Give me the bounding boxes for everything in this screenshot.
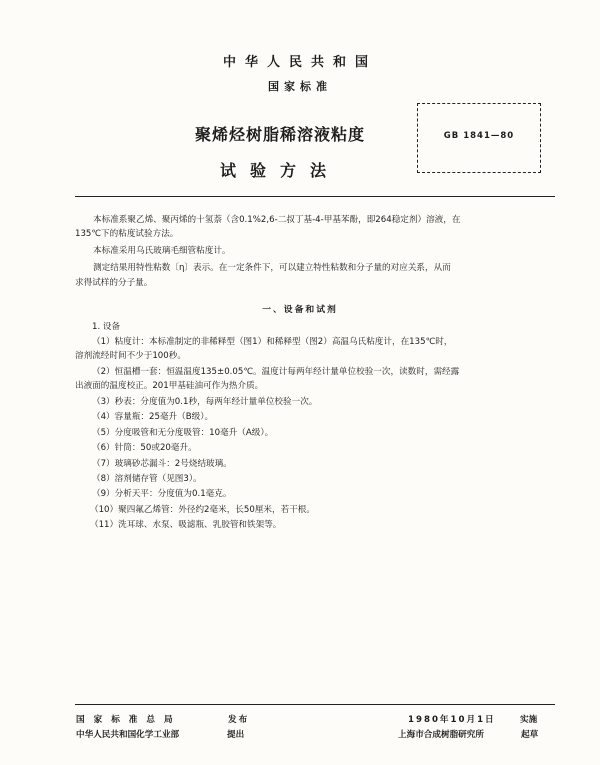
document-title-line-2: 试验方法 [219, 161, 340, 180]
document-title-line-1: 聚烯烃树脂稀溶液粘度 [194, 125, 365, 144]
country-heading: 中华人民共和国 [222, 55, 377, 70]
item-line: 溶剂流经时间不少于100秒。 [75, 351, 186, 361]
item-line: （9）分析天平：分度值为0.1毫克。 [92, 489, 232, 499]
item-line: （11）洗耳球、水泵、吸滤瓶、乳胶管和铁架等。 [90, 520, 282, 530]
drafter-action: 起草 [521, 730, 539, 740]
item-line: （2）恒温槽一套：恒温温度135±0.05℃。温度计每两年经计量单位校验一次，读数时，需经露 [92, 367, 460, 377]
header-divider [75, 196, 555, 197]
item-line: （3）秒表：分度值为0.1秒，每两年经计量单位校验一次。 [92, 397, 318, 407]
proposer-action: 提出 [227, 730, 245, 740]
intro-line-3: 本标准采用乌氏玻璃毛细管粘度计。 [93, 246, 231, 256]
intro-line-1: 本标准系聚乙烯、聚丙烯的十氢萘（含0.1%2,6-二叔丁基-4-甲基苯酚，即264稳定剂）溶液，在 [93, 215, 461, 225]
item-line: （6）针筒：50或20毫升。 [92, 443, 197, 453]
section-heading: 一、设备和试剂 [262, 305, 338, 315]
intro-line-2: 135℃下的粘度试验方法。 [75, 229, 179, 239]
footer-divider [75, 704, 555, 705]
standard-code: GB 1841—80 [443, 131, 515, 141]
intro-line-4: 测定结果用特性粘数〔η〕表示。在一定条件下，可以建立特性粘数和分子量的对应关系，从而 [93, 263, 451, 273]
item-line: （7）玻璃砂芯漏斗：2号烧结玻璃。 [92, 459, 232, 469]
intro-line-5: 求得试样的分子量。 [75, 278, 153, 288]
proposer: 中华人民共和国化学工业部 [76, 730, 180, 740]
item-line: （8）溶剂储存管（见图3）。 [92, 474, 202, 484]
issuer-action: 发布 [228, 715, 250, 725]
item-line: （5）分度吸管和无分度吸管：10毫升（A级）。 [92, 428, 274, 438]
item-line: （10）聚四氟乙烯管：外径约2毫米，长50厘米，若干根。 [90, 505, 315, 515]
issuer: 国家标准总局 [76, 715, 182, 725]
effective-date: 1980年10月1日 [408, 715, 496, 725]
item-line: （4）容量瓶：25毫升（B级）。 [92, 412, 214, 422]
drafter: 上海市合成树脂研究所 [398, 730, 484, 740]
item-line: （1）粘度计：本标准制定的非稀释型（图1）和稀释型（图2）高温乌氏粘度计，在135℃时， [92, 337, 453, 347]
national-standard-heading: 国家标准 [268, 80, 332, 93]
effective-date-action: 实施 [520, 715, 538, 725]
item-line: 出液面的温度校正。201甲基硅油可作为热介质。 [75, 381, 264, 391]
subsection-heading: 1. 设备 [92, 322, 121, 332]
